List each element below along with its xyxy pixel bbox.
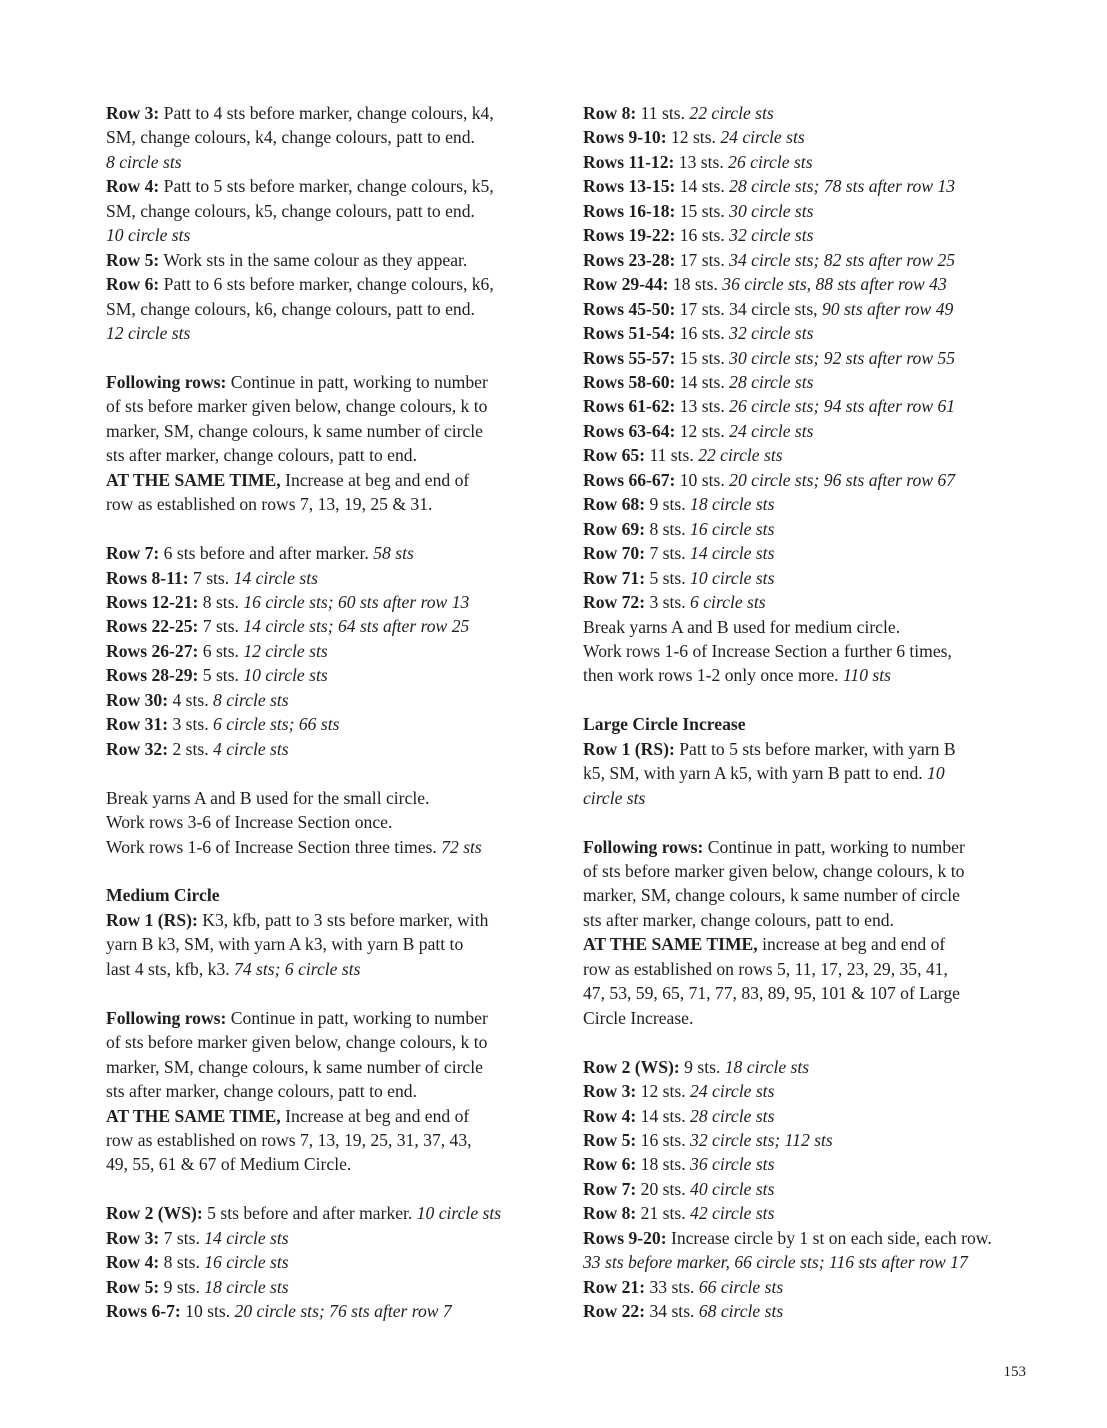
bold-label: Large Circle Increase	[583, 714, 746, 735]
body-text: 7 sts.	[645, 543, 691, 564]
bold-label: Rows 9-20:	[583, 1227, 667, 1248]
text-line	[583, 419, 1031, 443]
body-text: 34 sts.	[645, 1301, 699, 1322]
body-text: 7 sts.	[188, 567, 234, 588]
bold-label: Rows 22-25:	[106, 616, 199, 637]
text-line	[106, 1104, 554, 1128]
italic-note: 16 circle sts	[204, 1252, 289, 1273]
body-text: 12 sts.	[666, 127, 721, 148]
body-text: Increase at beg and end of	[280, 1105, 470, 1126]
bold-label: Row 32:	[106, 738, 169, 759]
text-line	[583, 932, 1031, 956]
bold-label: Rows 58-60:	[583, 371, 676, 392]
body-text: SM, change colours, k6, change colours, patt to end.	[106, 298, 475, 319]
paragraph-gap	[583, 688, 1031, 712]
text-line	[583, 1250, 1031, 1274]
text-line	[106, 1201, 554, 1225]
body-text: SM, change colours, k4, change colours, patt to end.	[106, 127, 475, 148]
italic-note: 8 circle sts	[213, 689, 289, 710]
body-text: K3, kfb, patt to 3 sts before marker, with	[197, 909, 489, 930]
text-line	[106, 223, 554, 247]
body-text: 10 sts.	[180, 1301, 235, 1322]
italic-note: 66 circle sts	[698, 1276, 784, 1297]
body-text: 5 sts.	[198, 665, 244, 686]
text-line	[583, 712, 1031, 736]
body-text: 3 sts.	[645, 592, 691, 613]
body-text: 14 sts.	[675, 176, 730, 197]
right-column	[583, 101, 1031, 1324]
italic-note: 14 circle sts; 64 sts after row 25	[243, 616, 470, 637]
italic-note: 14 circle sts	[233, 567, 318, 588]
text-line	[583, 761, 1031, 785]
text-line	[583, 346, 1031, 370]
body-text: 17 sts.	[675, 249, 730, 270]
body-text: 18 sts.	[636, 1154, 691, 1175]
body-text: of sts before marker given below, change colours, k to	[106, 396, 488, 417]
text-line	[106, 394, 554, 418]
body-text: 49, 55, 61 & 67 of Medium Circle.	[106, 1154, 352, 1175]
bold-label: Row 5:	[106, 1276, 160, 1297]
text-line	[106, 1299, 554, 1323]
text-line	[106, 737, 554, 761]
italic-note: 32 circle sts	[729, 323, 814, 344]
italic-note: 10 circle sts	[243, 665, 328, 686]
italic-note: 30 circle sts	[729, 200, 814, 221]
italic-note: 36 circle sts	[690, 1154, 775, 1175]
body-text: marker, SM, change colours, k same number of circle	[106, 420, 483, 441]
text-line	[583, 981, 1031, 1005]
bold-label: Row 29-44:	[583, 274, 669, 295]
bold-label: Rows 12-21:	[106, 592, 199, 613]
paragraph-gap	[106, 346, 554, 370]
body-text: Work rows 1-6 of Increase Section three times.	[106, 836, 442, 857]
bold-label: Rows 8-11:	[106, 567, 189, 588]
italic-note: 10	[927, 763, 945, 784]
body-text: 7 sts.	[159, 1227, 205, 1248]
paragraph-gap	[583, 810, 1031, 834]
bold-label: Rows 26-27:	[106, 640, 199, 661]
italic-note: 22 circle sts	[689, 103, 774, 123]
text-line	[106, 614, 554, 638]
text-line	[583, 272, 1031, 296]
italic-note: 22 circle sts	[698, 445, 783, 466]
text-line	[106, 101, 554, 125]
body-text: row as established on rows 7, 13, 19, 25, 31, 37, 43,	[106, 1129, 472, 1150]
italic-note: 6 circle sts	[690, 592, 766, 613]
italic-note: 10 circle sts	[690, 567, 775, 588]
bold-label: Row 4:	[583, 1105, 637, 1126]
bold-label: Rows 45-50:	[583, 298, 676, 319]
bold-label: Row 22:	[583, 1301, 646, 1322]
italic-note: 33 sts before marker, 66 circle sts; 116 sts after row 17	[583, 1252, 968, 1273]
body-text: 15 sts.	[675, 200, 730, 221]
bold-label: Row 72:	[583, 592, 646, 613]
bold-label: Medium Circle	[106, 885, 220, 906]
italic-note: 40 circle sts	[690, 1178, 775, 1199]
body-text: row as established on rows 5, 11, 17, 23, 29, 35, 41,	[583, 958, 948, 979]
body-text: Patt to 6 sts before marker, change colours, k6,	[159, 274, 494, 295]
text-line	[106, 150, 554, 174]
text-line	[106, 1006, 554, 1030]
italic-note: 28 circle sts	[690, 1105, 775, 1126]
bold-label: Row 2 (WS):	[583, 1056, 680, 1077]
text-line	[106, 1275, 554, 1299]
italic-note: 34 circle sts; 82 sts after row 25	[729, 249, 956, 270]
bold-label: Row 7:	[583, 1178, 637, 1199]
bold-label: Following rows:	[106, 1007, 227, 1028]
italic-note: 18 circle sts	[204, 1276, 289, 1297]
body-text: 21 sts.	[636, 1203, 691, 1224]
body-text: 5 sts.	[645, 567, 691, 588]
bold-label: Rows 13-15:	[583, 176, 676, 197]
italic-note: 26 circle sts; 94 sts after row 61	[729, 396, 956, 417]
text-line	[583, 248, 1031, 272]
text-line	[106, 1152, 554, 1176]
text-line	[583, 1275, 1031, 1299]
body-text: Patt to 5 sts before marker, change colours, k5,	[159, 176, 494, 197]
body-text: Break yarns A and B used for the small circle.	[106, 787, 430, 808]
bold-label: Rows 9-10:	[583, 127, 667, 148]
text-line	[106, 688, 554, 712]
italic-note: 12 circle sts	[106, 323, 191, 344]
italic-note: 24 circle sts	[690, 1081, 775, 1102]
text-line	[106, 321, 554, 345]
body-text: 8 sts.	[645, 518, 691, 539]
bold-label: Row 5:	[106, 249, 160, 270]
body-text: 33 sts.	[645, 1276, 699, 1297]
body-text: row as established on rows 7, 13, 19, 25 & 31.	[106, 494, 433, 515]
text-line	[106, 297, 554, 321]
bold-label: Row 6:	[106, 274, 160, 295]
text-line	[106, 1079, 554, 1103]
text-line	[583, 492, 1031, 516]
italic-note: 30 circle sts; 92 sts after row 55	[729, 347, 956, 368]
text-line	[583, 957, 1031, 981]
text-line	[106, 1128, 554, 1152]
bold-label: Row 4:	[106, 176, 160, 197]
text-line	[106, 370, 554, 394]
body-text: last 4 sts, kfb, k3.	[106, 958, 235, 979]
body-text: 13 sts.	[675, 396, 730, 417]
text-line	[583, 1079, 1031, 1103]
bold-label: Row 21:	[583, 1276, 646, 1297]
body-text: Work rows 1-6 of Increase Section a further 6 times,	[583, 640, 952, 661]
body-text: sts after marker, change colours, patt to end.	[583, 909, 894, 930]
text-line	[106, 663, 554, 687]
bold-label: Row 3:	[583, 1081, 637, 1102]
body-text: Work rows 3-6 of Increase Section once.	[106, 812, 393, 833]
italic-note: 8 circle sts	[106, 151, 182, 172]
text-line	[583, 615, 1031, 639]
bold-label: Row 71:	[583, 567, 646, 588]
body-text: Increase at beg and end of	[280, 469, 470, 490]
italic-note: 58 sts	[373, 543, 414, 564]
text-line	[583, 443, 1031, 467]
text-line	[583, 835, 1031, 859]
bold-label: Row 30:	[106, 689, 169, 710]
italic-note: 110 sts	[842, 665, 892, 686]
italic-note: 28 circle sts; 78 sts after row 13	[729, 176, 956, 197]
body-text: increase at beg and end of	[757, 934, 946, 955]
bold-label: Row 68:	[583, 494, 646, 515]
body-text: 16 sts.	[675, 225, 730, 246]
text-line	[106, 1030, 554, 1054]
paragraph-gap	[106, 761, 554, 785]
body-text: Break yarns A and B used for medium circle.	[583, 616, 901, 637]
text-line	[106, 468, 554, 492]
body-text: 15 sts.	[675, 347, 730, 368]
text-line	[583, 297, 1031, 321]
body-text: of sts before marker given below, change colours, k to	[583, 861, 965, 882]
text-line	[106, 786, 554, 810]
italic-note: circle sts	[583, 787, 646, 808]
body-text: sts after marker, change colours, patt to end.	[106, 1081, 417, 1102]
text-line	[583, 517, 1031, 541]
text-line	[583, 1128, 1031, 1152]
body-text: 11 sts.	[645, 445, 699, 466]
text-line	[106, 541, 554, 565]
body-text: yarn B k3, SM, with yarn A k3, with yarn B patt to	[106, 934, 464, 955]
text-line	[583, 321, 1031, 345]
text-line	[583, 1104, 1031, 1128]
body-text: Circle Increase.	[583, 1007, 694, 1028]
body-text: Continue in patt, working to number	[226, 371, 488, 392]
text-line	[106, 1226, 554, 1250]
body-text: k5, SM, with yarn A k5, with yarn B patt to end.	[583, 763, 928, 784]
paragraph-gap	[583, 1030, 1031, 1054]
italic-note: 4 circle sts	[213, 738, 289, 759]
bold-label: Row 31:	[106, 714, 169, 735]
text-line	[583, 370, 1031, 394]
body-text: 8 sts.	[198, 592, 244, 613]
bold-label: Rows 23-28:	[583, 249, 676, 270]
body-text: 2 sts.	[168, 738, 214, 759]
text-line	[583, 394, 1031, 418]
page-number: 153	[1003, 1364, 1026, 1380]
italic-note: 42 circle sts	[690, 1203, 775, 1224]
italic-note: 90 sts after row 49	[821, 298, 954, 319]
bold-label: Rows 66-67:	[583, 469, 676, 490]
text-line	[106, 125, 554, 149]
italic-note: 10 circle sts	[106, 225, 191, 246]
bold-label: AT THE SAME TIME,	[106, 469, 281, 490]
text-line	[106, 883, 554, 907]
bold-label: Row 6:	[583, 1154, 637, 1175]
text-line	[106, 908, 554, 932]
text-line	[583, 150, 1031, 174]
text-line	[106, 174, 554, 198]
bold-label: Following rows:	[583, 836, 704, 857]
bold-label: Row 3:	[106, 1227, 160, 1248]
text-line	[583, 1226, 1031, 1250]
italic-note: 16 circle sts; 60 sts after row 13	[243, 592, 470, 613]
bold-label: Row 4:	[106, 1252, 160, 1273]
body-text: 14 sts.	[636, 1105, 691, 1126]
italic-note: 20 circle sts; 96 sts after row 67	[729, 469, 956, 490]
text-line	[106, 957, 554, 981]
text-line	[583, 663, 1031, 687]
body-text: 13 sts.	[674, 151, 729, 172]
italic-note: 14 circle sts	[690, 543, 775, 564]
bold-label: Rows 28-29:	[106, 665, 199, 686]
bold-label: Rows 55-57:	[583, 347, 676, 368]
italic-note: 36 circle sts, 88 sts after row 43	[722, 274, 947, 295]
text-line	[106, 199, 554, 223]
italic-note: 12 circle sts	[243, 640, 328, 661]
bold-label: Row 7:	[106, 543, 160, 564]
text-line	[583, 223, 1031, 247]
body-text: 5 sts before and after marker.	[202, 1203, 417, 1224]
text-line	[583, 1055, 1031, 1079]
text-line	[583, 737, 1031, 761]
text-line	[583, 590, 1031, 614]
italic-note: 14 circle sts	[204, 1227, 289, 1248]
text-line	[583, 125, 1031, 149]
body-text: 17 sts. 34 circle sts,	[675, 298, 822, 319]
bold-label: Row 70:	[583, 543, 646, 564]
italic-note: 16 circle sts	[690, 518, 775, 539]
bold-label: Rows 11-12:	[583, 151, 675, 172]
text-line	[583, 468, 1031, 492]
italic-note: 68 circle sts	[698, 1301, 784, 1322]
bold-label: AT THE SAME TIME,	[106, 1105, 281, 1126]
bold-label: Following rows:	[106, 371, 227, 392]
italic-note: 28 circle sts	[729, 371, 814, 392]
text-line	[583, 908, 1031, 932]
body-text: 8 sts.	[159, 1252, 205, 1273]
bold-label: Row 1 (RS):	[583, 738, 675, 759]
body-text: then work rows 1-2 only once more.	[583, 665, 843, 686]
text-line	[106, 492, 554, 516]
body-text: of sts before marker given below, change colours, k to	[106, 1032, 488, 1053]
bold-label: AT THE SAME TIME,	[583, 934, 758, 955]
text-line	[106, 443, 554, 467]
text-line	[106, 1250, 554, 1274]
bold-label: Row 1 (RS):	[106, 909, 198, 930]
paragraph-gap	[106, 517, 554, 541]
text-line	[583, 883, 1031, 907]
body-text: 47, 53, 59, 65, 71, 77, 83, 89, 95, 101 & 107 of Large	[583, 983, 960, 1004]
bold-label: Row 3:	[106, 103, 160, 123]
paragraph-gap	[106, 1177, 554, 1201]
italic-note: 26 circle sts	[728, 151, 813, 172]
body-text: 11 sts.	[636, 103, 690, 123]
italic-note: 32 circle sts	[729, 225, 814, 246]
text-line	[583, 1299, 1031, 1323]
text-line	[583, 174, 1031, 198]
text-line	[583, 1177, 1031, 1201]
body-text: 12 sts.	[675, 420, 730, 441]
text-line	[106, 835, 554, 859]
text-line	[106, 272, 554, 296]
bold-label: Row 5:	[583, 1129, 637, 1150]
italic-note: 18 circle sts	[724, 1056, 810, 1077]
text-line	[583, 1006, 1031, 1030]
body-text: 7 sts.	[198, 616, 244, 637]
body-text: 10 sts.	[675, 469, 730, 490]
text-line	[583, 101, 1031, 125]
text-line	[583, 541, 1031, 565]
text-line	[106, 248, 554, 272]
body-text: Patt to 4 sts before marker, change colours, k4,	[159, 103, 494, 123]
body-text: 9 sts.	[645, 494, 691, 515]
italic-note: 24 circle sts	[720, 127, 805, 148]
body-text: sts after marker, change colours, patt to end.	[106, 445, 417, 466]
body-text: 12 sts.	[636, 1081, 691, 1102]
text-line	[106, 932, 554, 956]
body-text: Increase circle by 1 st on each side, each row.	[666, 1227, 992, 1248]
italic-note: 18 circle sts	[690, 494, 775, 515]
left-column	[106, 101, 554, 1324]
body-text: Work sts in the same colour as they appear.	[159, 249, 468, 270]
bold-label: Rows 63-64:	[583, 420, 676, 441]
body-text: 16 sts.	[636, 1129, 691, 1150]
body-text: marker, SM, change colours, k same number of circle	[583, 885, 960, 906]
text-line	[583, 1201, 1031, 1225]
bold-label: Rows 19-22:	[583, 225, 676, 246]
text-line	[106, 712, 554, 736]
text-line	[106, 419, 554, 443]
bold-label: Rows 61-62:	[583, 396, 676, 417]
bold-label: Row 2 (WS):	[106, 1203, 203, 1224]
text-line	[106, 566, 554, 590]
body-text: 9 sts.	[679, 1056, 725, 1077]
text-line	[583, 859, 1031, 883]
bold-label: Row 8:	[583, 1203, 637, 1224]
body-text: 9 sts.	[159, 1276, 205, 1297]
body-text: Continue in patt, working to number	[703, 836, 965, 857]
bold-label: Row 69:	[583, 518, 646, 539]
italic-note: 74 sts; 6 circle sts	[234, 958, 361, 979]
italic-note: 32 circle sts; 112 sts	[690, 1129, 833, 1150]
text-line	[583, 566, 1031, 590]
italic-note: 24 circle sts	[729, 420, 814, 441]
body-text: 3 sts.	[168, 714, 214, 735]
bold-label: Row 8:	[583, 103, 637, 123]
body-text: marker, SM, change colours, k same number of circle	[106, 1056, 483, 1077]
bold-label: Rows 51-54:	[583, 323, 676, 344]
text-line	[583, 786, 1031, 810]
bold-label: Row 65:	[583, 445, 646, 466]
body-text: 18 sts.	[668, 274, 723, 295]
body-text: 14 sts.	[675, 371, 730, 392]
bold-label: Rows 6-7:	[106, 1301, 181, 1322]
text-line	[583, 199, 1031, 223]
body-text: Patt to 5 sts before marker, with yarn B	[674, 738, 956, 759]
text-line	[106, 590, 554, 614]
italic-note: 72 sts	[441, 836, 482, 857]
bold-label: Rows 16-18:	[583, 200, 676, 221]
italic-note: 6 circle sts; 66 sts	[213, 714, 340, 735]
body-text: 20 sts.	[636, 1178, 691, 1199]
body-text: 6 sts.	[198, 640, 244, 661]
text-line	[106, 810, 554, 834]
italic-note: 10 circle sts	[416, 1203, 502, 1224]
body-text: 16 sts.	[675, 323, 730, 344]
body-text: Continue in patt, working to number	[226, 1007, 488, 1028]
text-line	[106, 639, 554, 663]
paragraph-gap	[106, 859, 554, 883]
body-text: 4 sts.	[168, 689, 214, 710]
text-line	[583, 1152, 1031, 1176]
text-line	[583, 639, 1031, 663]
paragraph-gap	[106, 981, 554, 1005]
body-text: SM, change colours, k5, change colours, patt to end.	[106, 200, 475, 221]
text-line	[106, 1055, 554, 1079]
italic-note: 20 circle sts; 76 sts after row 7	[234, 1301, 452, 1322]
body-text: 6 sts before and after marker.	[159, 543, 374, 564]
